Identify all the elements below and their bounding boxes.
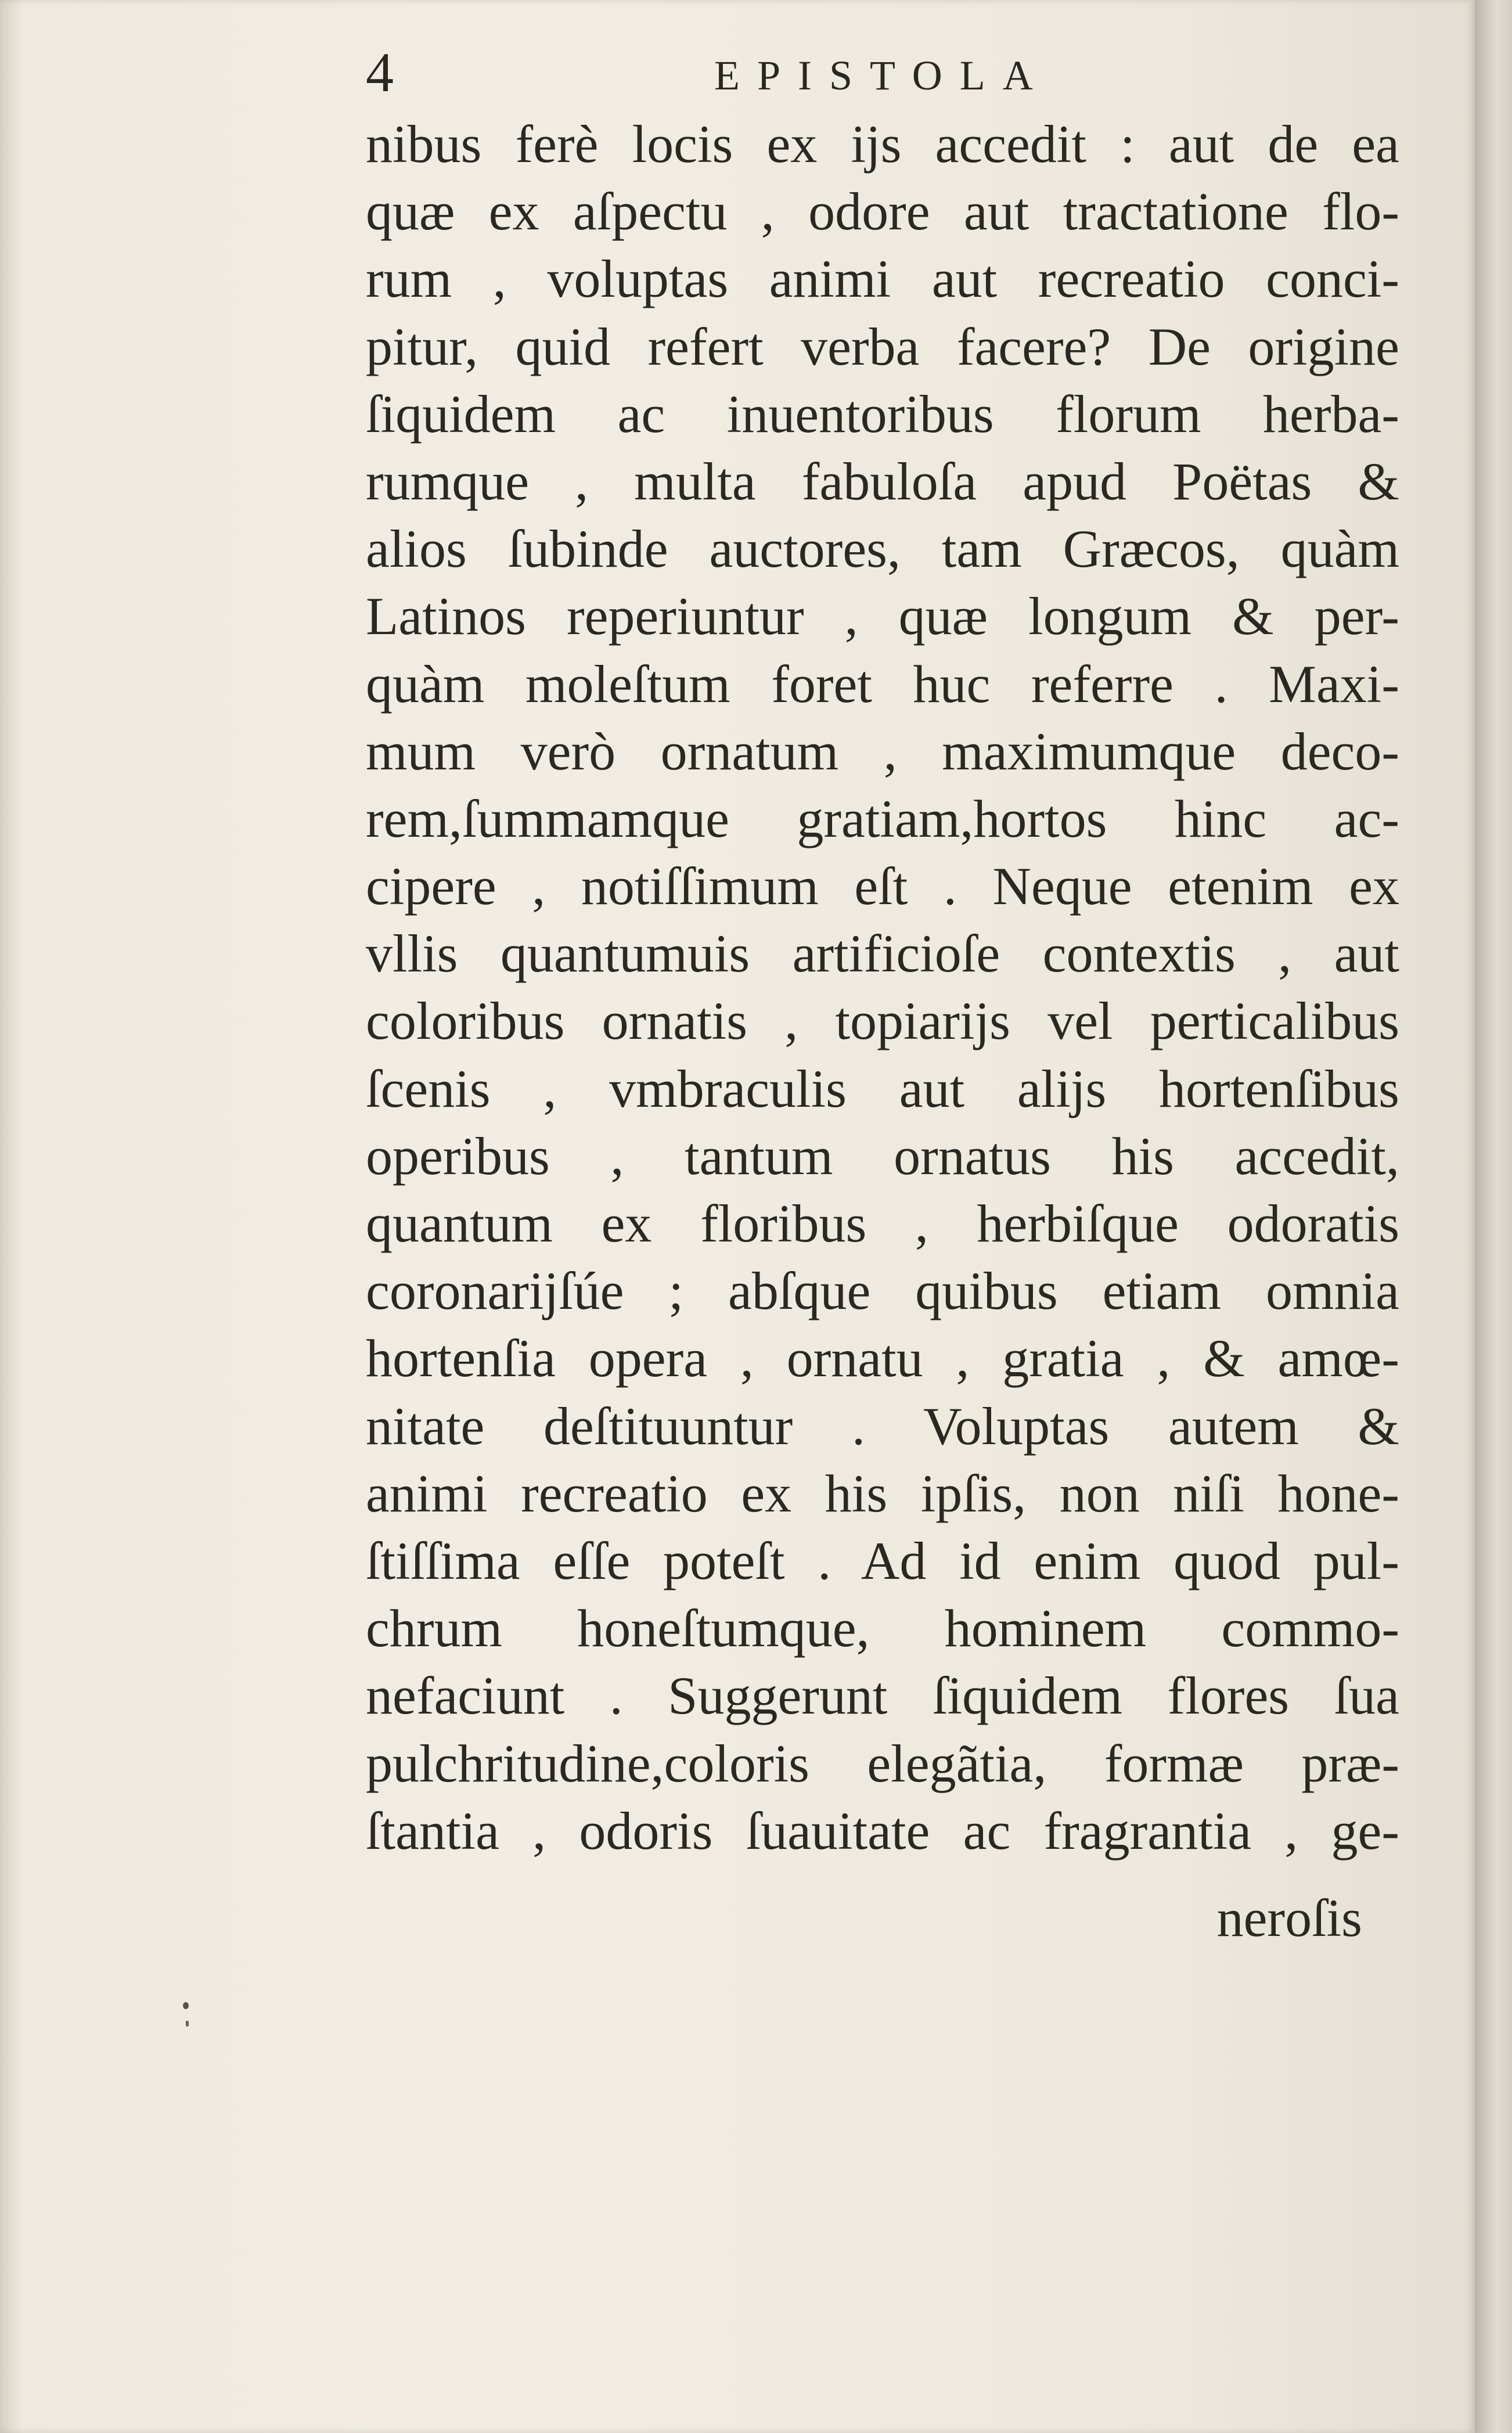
text-line: ſcenis , vmbraculis aut alijs hortenſibus [366,1059,1399,1118]
text-line: pulchritudine,coloris elegãtia, formæ præ- [366,1733,1399,1793]
page-edge [1475,0,1512,2433]
text-line: coronarijſúe ; abſque quibus etiam omnia [366,1261,1399,1321]
text-line: pitur, quid refert verba facere? De origine [366,316,1399,376]
page-number: 4 [366,41,394,103]
text-line: Latinos reperiuntur , quæ longum & per- [366,586,1399,646]
text-line: rem,ſummamque gratiam,hortos hinc ac- [366,789,1399,848]
text-line: nitate deſtituuntur . Voluptas autem & [366,1396,1399,1456]
text-line: ſtantia , odoris ſuauitate ac fragrantia , ge- [366,1801,1399,1860]
ink-speck [186,2021,189,2027]
text-line: nefaciunt . Suggerunt ſiquidem flores ſua [366,1666,1399,1726]
text-line: coloribus ornatis , topiarijs vel perticalibus [366,991,1399,1051]
text-line: animi recreatio ex his ipſis, non niſi hone- [366,1463,1399,1523]
text-line: ſtiſſima eſſe poteſt . Ad id enim quod pul- [366,1531,1399,1590]
text-line: rum , voluptas animi aut recreatio conci- [366,249,1399,309]
catchword: neroſis [1216,1888,1362,1948]
page-header [366,41,1399,105]
text-line: cipere , notiſſimum eſt . Neque etenim ex [366,856,1399,916]
text-line: ſiquidem ac inuentoribus florum herba- [366,384,1399,444]
text-line: quantum ex floribus , herbiſque odoratis [366,1194,1399,1253]
text-line: nibus ferè locis ex ijs accedit : aut de ea [366,114,1399,174]
text-line: vllis quantumuis artificioſe contextis , aut [366,924,1399,984]
text-line: hortenſia opera , ornatu , gratia , & amœ- [366,1329,1399,1388]
text-line: quæ ex aſpectu , odore aut tractatione flo- [366,182,1399,242]
ink-speck [183,2002,189,2009]
text-line: chrum honeſtumque, hominem commo- [366,1599,1399,1658]
text-line: mum verò ornatum , maximumque deco- [366,721,1399,781]
text-line: rumque , multa fabuloſa apud Poëtas & [366,451,1399,511]
text-line: quàm moleſtum foret huc referre . Maxi- [366,654,1399,714]
body-text [366,110,1399,1865]
text-line: operibus , tantum ornatus his accedit, [366,1126,1399,1186]
running-head: EPISTOLA [714,52,1050,99]
gutter-shadow [0,0,23,2433]
text-line: alios ſubinde auctores, tam Græcos, quàm [366,519,1399,579]
